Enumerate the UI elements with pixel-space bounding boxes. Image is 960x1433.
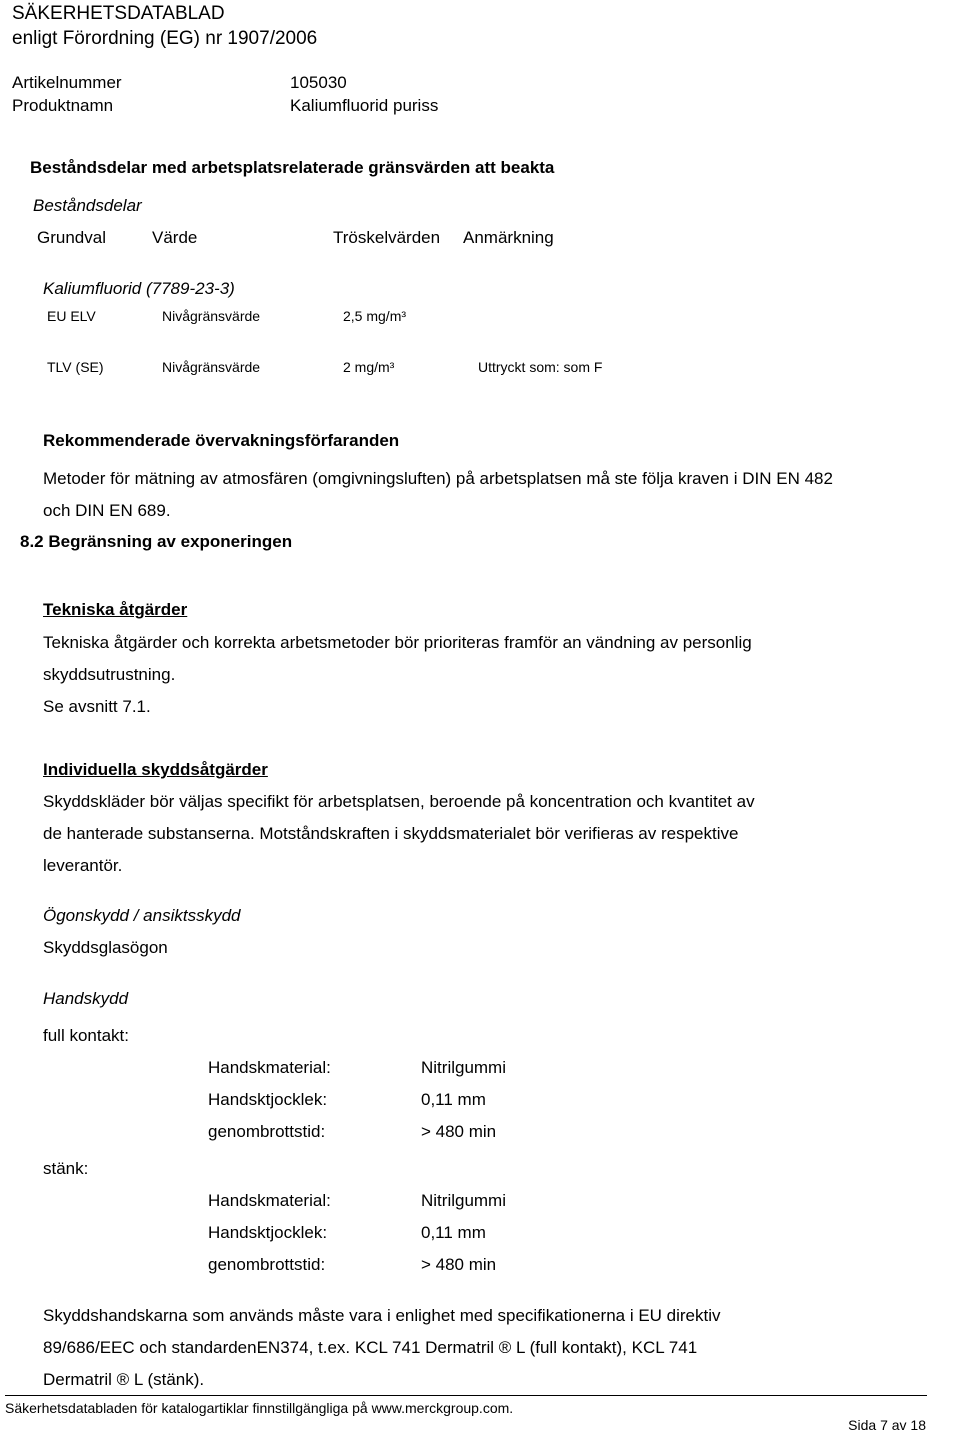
row-remark: Uttryckt som: som F xyxy=(478,359,603,375)
limits-heading: Beståndsdelar med arbetsplatsrelaterade gränsvärden att beakta xyxy=(30,158,555,177)
column-basis: Grundval xyxy=(37,228,106,247)
glove-note-line: Dermatril ® L (stänk). xyxy=(43,1370,205,1389)
row-basis: EU ELV xyxy=(47,308,96,324)
row-threshold: 2,5 mg/m³ xyxy=(343,308,407,324)
glove-property-value: > 480 min xyxy=(421,1122,497,1141)
article-number-value: 105030 xyxy=(290,73,347,92)
column-threshold: Tröskelvärden xyxy=(333,228,441,247)
glove-property-value: Nitrilgummi xyxy=(421,1058,506,1077)
row-value: Nivågränsvärde xyxy=(162,308,261,324)
product-name-value: Kaliumfluorid puriss xyxy=(290,96,439,115)
page-number: Sida 7 av 18 xyxy=(848,1417,926,1433)
eye-protection-value: Skyddsglasögon xyxy=(43,938,168,957)
row-basis: TLV (SE) xyxy=(47,359,104,375)
regulation-subtitle: enligt Förordning (EG) nr 1907/2006 xyxy=(12,28,318,49)
article-number-label: Artikelnummer xyxy=(12,73,122,92)
column-value: Värde xyxy=(152,228,198,247)
monitoring-heading: Rekommenderade övervakningsförfaranden xyxy=(43,431,400,450)
glove-property-label: Handskmaterial: xyxy=(208,1058,331,1077)
individual-text-line: leverantör. xyxy=(43,856,123,875)
monitoring-text-line: och DIN EN 689. xyxy=(43,501,171,520)
document-title: SÄKERHETSDATABLAD xyxy=(12,3,225,24)
individual-measures-heading: Individuella skyddsåtgärder xyxy=(43,760,268,779)
technical-measures-heading: Tekniska åtgärder xyxy=(43,600,188,619)
technical-text-line: Tekniska åtgärder och korrekta arbetsmetoder bör prioriteras framför an vändning av personlig xyxy=(43,633,752,652)
row-value: Nivågränsvärde xyxy=(162,359,261,375)
technical-text-line: skyddsutrustning. xyxy=(43,665,176,684)
individual-text-line: de hanterade substanserna. Motståndskraften i skyddsmaterialet bör verifieras av respektive xyxy=(43,824,739,843)
limits-subheading: Beståndsdelar xyxy=(33,196,142,215)
glove-property-value: Nitrilgummi xyxy=(421,1191,506,1210)
glove-note-line: 89/686/EEC och standardenEN374, t.ex. KCL 741 Dermatril ® L (full kontakt), KCL 741 xyxy=(43,1338,698,1357)
individual-text-line: Skyddskläder bör väljas specifikt för arbetsplatsen, beroende på koncentration och kvantitet av xyxy=(43,792,755,811)
glove-property-label: Handsktjocklek: xyxy=(208,1223,328,1242)
glove-property-label: Handskmaterial: xyxy=(208,1191,331,1210)
full-contact-label: full kontakt: xyxy=(43,1026,129,1045)
glove-property-value: 0,11 mm xyxy=(421,1090,486,1109)
monitoring-text-line: Metoder för mätning av atmosfären (omgivningsluften) på arbetsplatsen må ste följa kraven i DIN EN 482 xyxy=(43,469,833,488)
technical-text-line: Se avsnitt 7.1. xyxy=(43,697,151,716)
substance-name: Kaliumfluorid (7789-23-3) xyxy=(43,279,235,298)
row-threshold: 2 mg/m³ xyxy=(343,359,395,375)
glove-property-value: 0,11 mm xyxy=(421,1223,486,1242)
section-8-2-heading: 8.2 Begränsning av exponeringen xyxy=(20,532,293,551)
glove-property-label: genombrottstid: xyxy=(208,1255,326,1274)
hand-protection-heading: Handskydd xyxy=(43,989,129,1008)
footer-divider xyxy=(5,1395,927,1396)
column-remark: Anmärkning xyxy=(463,228,554,247)
glove-property-label: Handsktjocklek: xyxy=(208,1090,328,1109)
splash-label: stänk: xyxy=(43,1159,89,1178)
glove-property-value: > 480 min xyxy=(421,1255,497,1274)
product-name-label: Produktnamn xyxy=(12,96,114,115)
footer-text: Säkerhetsdatabladen för katalogartiklar finnstillgängliga på www.merckgroup.com. xyxy=(5,1400,514,1416)
glove-note-line: Skyddshandskarna som används måste vara i enlighet med specifikationerna i EU direktiv xyxy=(43,1306,721,1325)
glove-property-label: genombrottstid: xyxy=(208,1122,326,1141)
eye-protection-heading: Ögonskydd / ansiktsskydd xyxy=(43,906,241,925)
